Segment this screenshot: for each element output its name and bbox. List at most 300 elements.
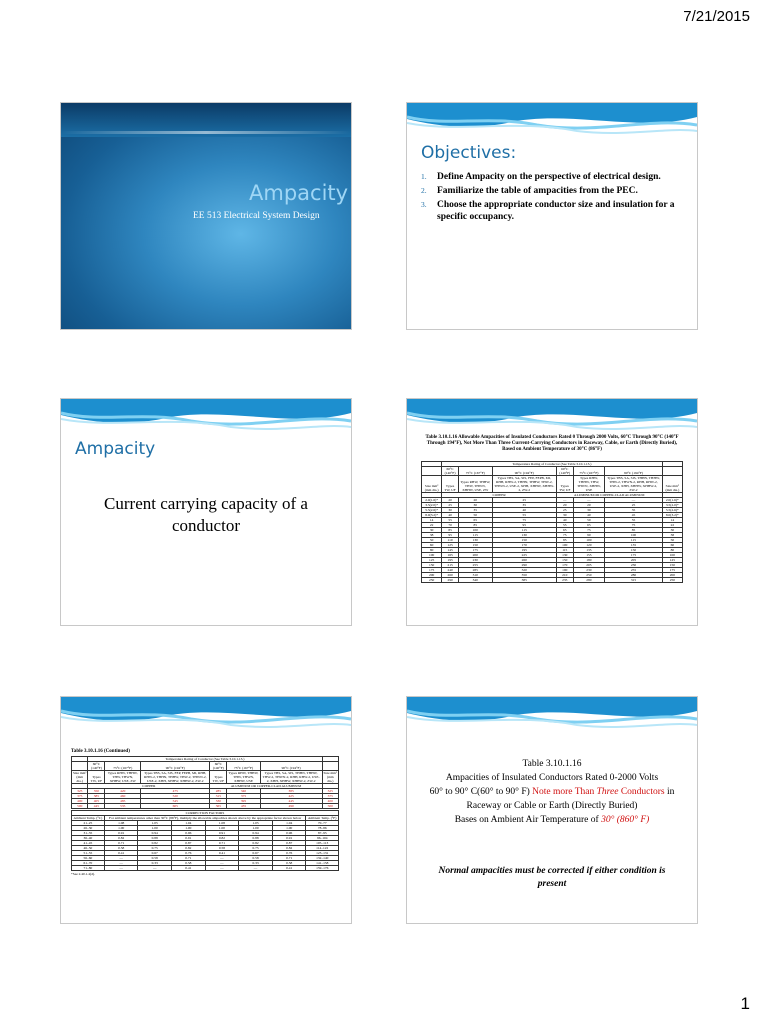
table-cell: 250 <box>422 578 442 583</box>
table-cell: 55 <box>492 513 556 518</box>
table-cell: 385 <box>88 794 105 799</box>
table-cell: 135 <box>605 543 662 548</box>
table-cell: — <box>605 498 662 503</box>
table-cell: 250 <box>573 573 605 578</box>
list-text: Choose the appropriate conductor size and insulation for a specific occupancy. <box>437 200 675 222</box>
table-row <box>422 578 683 583</box>
table-cell: 2.0(1.6)* <box>422 498 442 503</box>
table-header: 60°C (140°F) <box>88 762 105 771</box>
table-cell: 485 <box>105 799 141 804</box>
wave-header-graphic <box>407 697 697 733</box>
table-cell: 3.5(2.0)* <box>662 503 682 508</box>
table-header: Types TW, UF <box>556 476 573 493</box>
table-cell: 0.58 <box>205 846 239 851</box>
table-cell: 85 <box>458 523 492 528</box>
table-cell: 71–80 <box>72 866 105 871</box>
wave-header-graphic <box>407 399 697 435</box>
table-cell: 125 <box>422 558 442 563</box>
table-cell: 130 <box>492 533 556 538</box>
table-cell: 340 <box>458 578 492 583</box>
table-header: ALUMINUM OR COPPER-CLAD ALUMINUM <box>210 784 322 789</box>
table-cell: 95 <box>442 533 459 538</box>
table-cell: 315 <box>210 794 227 799</box>
table-cell: 290 <box>442 578 459 583</box>
table-row <box>72 866 339 871</box>
table-cell: 0.76 <box>172 851 206 856</box>
table-cell: 0.67 <box>138 851 172 856</box>
table-cell: 21–25 <box>72 821 105 826</box>
list-item <box>421 199 683 223</box>
table-header: Types TBS, SA, SIS, FEP, FEPB, MI, RHH, RHW-2, THHN, THHW, THW-2, THWN-2, USE-2, XHH, XHHW, XHHW-2, ZW-2 <box>492 476 556 493</box>
table-header: Size mm² (mm dia.) <box>323 771 337 783</box>
table-cell: 100 <box>422 553 442 558</box>
table-cell: 55 <box>605 518 662 523</box>
table-cell: 205 <box>573 563 605 568</box>
objectives-heading: Objectives: <box>421 143 517 163</box>
table-cell: 1.00 <box>205 826 239 831</box>
list-number: 3. <box>421 200 427 209</box>
correction-title: CORRECTION FACTORS <box>72 811 339 816</box>
list-item <box>421 171 683 183</box>
table-cell: 0.88 <box>239 836 273 841</box>
table-cell: 55 <box>442 518 459 523</box>
table-cell: 250 <box>662 578 682 583</box>
table-cell: 375 <box>227 794 260 799</box>
table-header: COPPER <box>442 493 557 498</box>
table-header: 75°C (167°F) <box>458 467 492 476</box>
table-cell: 80 <box>422 548 442 553</box>
table-header: Types TBS, SA, SIS, THHN, THHW, THW-2, THWN-2, RHH, RHW-2, USE-2, XHH, XHHW, XHHW-2, ZW-2 <box>605 476 662 493</box>
summary-line <box>419 785 685 813</box>
table-cell: 0.91 <box>172 836 206 841</box>
table-cell: 0.71 <box>172 856 206 861</box>
table-cell: 5.5(2.6)* <box>662 508 682 513</box>
table-cell: 0.58 <box>138 856 172 861</box>
table-cell: 80 <box>662 548 682 553</box>
table-header: Size mm² (mm dia.) <box>662 476 682 493</box>
summary-fragment: 60° to 90° C(60° to 90° F) <box>429 787 530 797</box>
table-cell: 0.82 <box>239 841 273 846</box>
summary-fragment: in Raceway or Cable or Earth (Directly Buried) <box>466 787 675 811</box>
table-cell: 30 <box>458 503 492 508</box>
table-cell: 40 <box>492 508 556 513</box>
table-header: Types TBS, SA, SIS, FEP, FEPB, MI, RHH, RHW-2, THHN, THHW, THW-2, THWN-2, USE-2, XHH, XHHW, XHHW-2, ZW-2 <box>141 771 210 784</box>
table-cell: 1.05 <box>138 821 172 826</box>
table-cell: 0.82 <box>172 846 206 851</box>
summary-highlight: 30° (860° F) <box>601 815 650 825</box>
wave-header-graphic <box>61 697 351 733</box>
table-cell: 130 <box>556 553 573 558</box>
table-cell: 100 <box>662 553 682 558</box>
table-cell: 30 <box>422 528 442 533</box>
table-cell: 0.76 <box>272 851 306 856</box>
slide-5-continued-table[interactable] <box>60 696 352 924</box>
table-cell: 150 <box>458 543 492 548</box>
table-cell: 0.75 <box>138 846 172 851</box>
summary-line: Table 3.10.1.16 <box>522 759 582 769</box>
table-cell: 200 <box>662 573 682 578</box>
table-cell: 1.04 <box>272 821 306 826</box>
summary-highlight: Three <box>596 787 619 797</box>
table-cell: 150 <box>605 548 662 553</box>
table-cell: 150 <box>492 538 556 543</box>
table-cell: 75 <box>556 533 573 538</box>
table-cell: 285 <box>458 568 492 573</box>
wave-header-graphic <box>407 103 697 139</box>
table-cell: 50 <box>662 538 682 543</box>
table-cell: 105–113 <box>306 841 339 846</box>
table-cell: 61–70 <box>72 861 105 866</box>
table-cell: 3.5(2.0)* <box>422 503 442 508</box>
table-cell: 500 <box>322 804 338 809</box>
table-cell: 290 <box>492 563 556 568</box>
table-cell: 0.91 <box>104 831 138 836</box>
table-header: 90°C (194°F) <box>492 467 556 476</box>
table-cell: 330 <box>210 799 227 804</box>
table-header: 90°C (194°F) <box>141 762 210 771</box>
table-cell: 0.58 <box>104 846 138 851</box>
table-header: Ambient Temp. (°C) <box>72 816 105 821</box>
table-cell: 75 <box>492 518 556 523</box>
table-cell: 1.08 <box>205 821 239 826</box>
table-cell: 435 <box>227 804 260 809</box>
table-cell: 170 <box>492 543 556 548</box>
table-cell: 115 <box>458 533 492 538</box>
table-cell: 340 <box>227 789 260 794</box>
table-cell: 1.05 <box>239 821 273 826</box>
table-cell: 26–30 <box>72 826 105 831</box>
table-cell: 135 <box>573 548 605 553</box>
table-cell: 280 <box>605 573 662 578</box>
table-cell: 60 <box>662 543 682 548</box>
table-cell: — <box>205 866 239 871</box>
table-cell: 20 <box>458 498 492 503</box>
table-cell: 395 <box>227 799 260 804</box>
table-cell: 55 <box>556 523 573 528</box>
table-cell: 200 <box>458 553 492 558</box>
table-cell: 0.82 <box>138 841 172 846</box>
table-cell: 85 <box>442 528 459 533</box>
table-cell: — <box>138 866 172 871</box>
table-footnote: *See 2.40.1.4(d). <box>71 872 96 876</box>
table-summary-text <box>419 757 685 827</box>
table-cell: 8.0(3.2)* <box>662 513 682 518</box>
table-cell: — <box>104 856 138 861</box>
list-number: 2. <box>421 186 427 195</box>
table-cell: 20 <box>442 498 459 503</box>
table-cell: 150 <box>556 558 573 563</box>
table-cell: 30 <box>556 513 573 518</box>
table-cell: 85 <box>605 528 662 533</box>
table-cell: 51–55 <box>72 851 105 856</box>
table-cell: 0.88 <box>138 836 172 841</box>
table-header: 75°C (167°F) <box>105 762 141 771</box>
table-header: ALUMINUM OR COPPER-CLAD ALUMINUM <box>556 493 662 498</box>
table-cell: 0.75 <box>239 846 273 851</box>
table-cell: — <box>556 498 573 503</box>
table-cell: 0.96 <box>172 831 206 836</box>
table-cell: 115 <box>556 548 573 553</box>
table-cell: 315 <box>605 578 662 583</box>
table-cell: — <box>573 498 605 503</box>
table-cell: 100 <box>573 538 605 543</box>
summary-fragment: Bases on Ambient Air Temperature of <box>454 815 599 825</box>
table-cell: 65 <box>556 528 573 533</box>
table-header: Ambient Temp. (°F) <box>306 816 339 821</box>
table-cell: 325 <box>322 789 338 794</box>
table-cell: 30 <box>442 508 459 513</box>
table-cell: 70 <box>442 523 459 528</box>
table-cell: 36–40 <box>72 836 105 841</box>
table-cell: 365 <box>210 804 227 809</box>
table-cell: 38 <box>662 533 682 538</box>
table-cell: 165 <box>442 553 459 558</box>
table-cell: 350 <box>88 789 105 794</box>
table-cell: 175 <box>605 553 662 558</box>
table-cell: 1.00 <box>104 826 138 831</box>
table-header: Types RHW, THHW, THW, THWN, XHHW, USE <box>228 771 259 783</box>
table-cell: 520 <box>141 794 210 799</box>
ampacity-table <box>421 461 683 583</box>
table-cell: 125 <box>442 543 459 548</box>
table-cell: 14 <box>662 518 682 523</box>
table-cell: 195 <box>442 558 459 563</box>
table-cell: 400 <box>322 799 338 804</box>
list-number: 1. <box>421 172 427 181</box>
table-cell: 420 <box>105 789 141 794</box>
table-cell: 175 <box>662 568 682 573</box>
table-header: COPPER <box>88 784 210 789</box>
page-number: 1 <box>740 994 750 1013</box>
table-cell: 150 <box>662 563 682 568</box>
table-cell: 225 <box>492 553 556 558</box>
slide-title: Ampacity <box>249 181 349 205</box>
table-cell: 1.00 <box>239 826 273 831</box>
table-cell: 230 <box>573 568 605 573</box>
table-cell: 95 <box>492 523 556 528</box>
table-cell: 0.67 <box>239 851 273 856</box>
table-cell: 375 <box>322 794 338 799</box>
table-cell: 85 <box>556 538 573 543</box>
decorative-stripe <box>61 131 351 134</box>
table-cell: 605 <box>141 804 210 809</box>
table-cell: 40 <box>556 518 573 523</box>
slide-subtitle: EE 513 Electrical System Design <box>193 211 320 221</box>
table-cell: 110 <box>442 538 459 543</box>
table-cell: 0.71 <box>272 856 306 861</box>
table-cell: 35 <box>492 503 556 508</box>
summary-line: Ampacities of Insulated Conductors Rated 0-2000 Volts <box>445 773 659 783</box>
table-header: Size mm² (mm dia.) <box>422 476 442 493</box>
table-cell: 31–35 <box>72 831 105 836</box>
table-cell: 70–77 <box>306 821 339 826</box>
table-cell: 22 <box>662 523 682 528</box>
table-caption: Table 3.10.1.16 (Continued) <box>71 749 130 754</box>
table-cell: 425 <box>260 794 322 799</box>
table-cell: 210 <box>556 573 573 578</box>
table-cell: 20 <box>556 503 573 508</box>
table-header: Types RHW, THHW, THW, THWN, XHHW, USE, ZW <box>458 476 492 493</box>
table-cell: 90 <box>573 533 605 538</box>
table-cell: 150 <box>422 563 442 568</box>
print-date: 7/21/2015 <box>683 8 750 25</box>
table-header: Types TW, UF <box>210 771 227 784</box>
list-text: Familiarize the table of ampacities from the PEC. <box>437 186 638 196</box>
table-cell: 0.82 <box>272 846 306 851</box>
table-cell: 22 <box>422 523 442 528</box>
table-cell: 8.0(3.2)* <box>422 513 442 518</box>
table-cell: 460 <box>105 794 141 799</box>
table-header: 60°C (140°F) <box>556 467 573 476</box>
table-cell: 475 <box>141 789 210 794</box>
table-cell: 0.94 <box>138 831 172 836</box>
table-cell: 230 <box>605 563 662 568</box>
table-cell: 20 <box>573 503 605 508</box>
table-cell: 400 <box>72 799 88 804</box>
table-cell: 0.71 <box>104 841 138 846</box>
table-header: 75°C (167°F) <box>573 467 605 476</box>
table-cell: 175 <box>458 548 492 553</box>
slide-3-definition[interactable] <box>60 398 352 626</box>
table-cell: 490 <box>260 804 322 809</box>
table-cell: 0.41 <box>104 851 138 856</box>
table-cell: 114–122 <box>306 846 339 851</box>
slide-6-table-summary[interactable] <box>406 696 698 924</box>
table-cell: 25 <box>492 498 556 503</box>
table-cell: 180 <box>573 558 605 563</box>
table-cell: 0.94 <box>239 831 273 836</box>
table-cell: 1.00 <box>172 826 206 831</box>
table-cell: 535 <box>105 804 141 809</box>
table-header: Types RHW, THHW, THW, THWN, XHHW, USE <box>573 476 605 493</box>
table-cell: 50 <box>422 538 442 543</box>
table-cell: 255 <box>605 568 662 573</box>
wave-header-graphic <box>61 399 351 435</box>
table-cell: 14 <box>422 518 442 523</box>
table-cell: 87–95 <box>306 831 339 836</box>
table-caption: Table 3.10.1.16 Allowable Ampacities of Insulated Conductors Rated 0 Through 2000 Volts, 60°C Through 90°C (140°F Through 194°F), Not More Than Three Current-Carrying Conductors in Raceway, Cable, or Earth (Directly Buried), Based on Ambient Temperature of 30°C (86°F) <box>425 435 679 452</box>
table-cell: 115 <box>492 528 556 533</box>
table-cell: 5.5(2.6)* <box>422 508 442 513</box>
table-header: 90°C (194°F) <box>260 762 322 771</box>
table-cell: 0.96 <box>272 831 306 836</box>
table-cell: 1.00 <box>138 826 172 831</box>
table-cell: 96–104 <box>306 836 339 841</box>
table-cell: 159–176 <box>306 866 339 871</box>
table-cell: 260 <box>442 573 459 578</box>
table-cell: 0.58 <box>239 856 273 861</box>
table-cell: 50 <box>458 513 492 518</box>
table-cell: 46–50 <box>72 846 105 851</box>
table-cell: 145 <box>442 548 459 553</box>
table-cell: 0.87 <box>172 841 206 846</box>
table-cell: 115 <box>605 538 662 543</box>
table-cell: 195 <box>492 548 556 553</box>
summary-highlight: Conductors <box>620 787 665 797</box>
table-cell: 30 <box>662 528 682 533</box>
table-cell: 0.87 <box>272 841 306 846</box>
table-header: 60°C (140°F) <box>442 467 459 476</box>
table-cell: 405 <box>88 799 105 804</box>
table-cell: 200 <box>422 573 442 578</box>
table-cell: 35 <box>458 508 492 513</box>
table-cell: 500 <box>72 804 88 809</box>
table-cell: 545 <box>141 799 210 804</box>
table-header: Types RHW, THHW, THW, THWN, XHHW, USE, ZW <box>105 771 141 784</box>
table-cell: 285 <box>210 789 227 794</box>
table-cell: 205 <box>605 558 662 563</box>
table-cell: 320 <box>492 568 556 573</box>
table-cell: 0.91 <box>205 831 239 836</box>
table-cell: 120 <box>573 543 605 548</box>
table-cell: 41–45 <box>72 841 105 846</box>
table-cell: 40 <box>573 513 605 518</box>
table-cell: — <box>239 866 273 871</box>
table-cell: 50 <box>573 518 605 523</box>
table-header: 75°C (167°F) <box>227 762 260 771</box>
table-cell: 230 <box>458 558 492 563</box>
table-cell: 350 <box>492 573 556 578</box>
table-cell: 65 <box>573 523 605 528</box>
table-cell: 125 <box>662 558 682 563</box>
table-cell: 215 <box>442 563 459 568</box>
table-header: Types TBS, SA, SIS, THHN, THHW, THW-2, THWN-2, RHH, RHW-2, USE-2, XHH, XHHW, XHHW-2, ZW-2 <box>260 771 322 784</box>
slide-1-title[interactable] <box>60 102 352 330</box>
table-cell: 100 <box>605 533 662 538</box>
summary-line <box>419 813 685 827</box>
table-cell: 0.33 <box>239 861 273 866</box>
table-cell: 0.41 <box>205 851 239 856</box>
table-cell: 132–140 <box>306 856 339 861</box>
table-cell: 130 <box>458 538 492 543</box>
table-cell: 25 <box>605 503 662 508</box>
table-cell: 385 <box>492 578 556 583</box>
table-group-header: Temperature Rating of Conductor (See Table 3.10.1.13.) <box>88 757 322 762</box>
table-cell: 123–131 <box>306 851 339 856</box>
table-cell: 40 <box>442 513 459 518</box>
table-header: 90°C (194°F) <box>605 467 662 476</box>
table-cell: — <box>104 861 138 866</box>
table-cell: 45 <box>605 513 662 518</box>
table-group-header: Temperature Rating of Conductor (See Table 3.10.1.13.) <box>442 462 662 467</box>
table-cell: 0.71 <box>205 841 239 846</box>
table-cell: — <box>104 866 138 871</box>
table-cell: 0.41 <box>172 866 206 871</box>
table-cell: 0.82 <box>104 836 138 841</box>
table-cell: 445 <box>88 804 105 809</box>
table-cell: 35 <box>605 508 662 513</box>
slide-2-objectives[interactable] <box>406 102 698 330</box>
table-cell: 100 <box>556 543 573 548</box>
slide-4-ampacity-table[interactable] <box>406 398 698 626</box>
table-cell: 30 <box>573 508 605 513</box>
list-text: Define Ampacity on the perspective of electrical design. <box>437 172 661 182</box>
table-cell: 78–86 <box>306 826 339 831</box>
table-cell: 255 <box>458 563 492 568</box>
table-cell: 240 <box>442 568 459 573</box>
table-cell: 75 <box>605 523 662 528</box>
table-cell: 235 <box>556 578 573 583</box>
table-cell: 56–60 <box>72 856 105 861</box>
table-cell: 325 <box>72 789 88 794</box>
table-cell: 155 <box>573 553 605 558</box>
table-cell: 0.91 <box>272 836 306 841</box>
table-cell: 310 <box>458 573 492 578</box>
table-cell: 75 <box>573 528 605 533</box>
continued-table <box>71 756 339 876</box>
table-cell: 141–158 <box>306 861 339 866</box>
table-cell: 375 <box>72 794 88 799</box>
